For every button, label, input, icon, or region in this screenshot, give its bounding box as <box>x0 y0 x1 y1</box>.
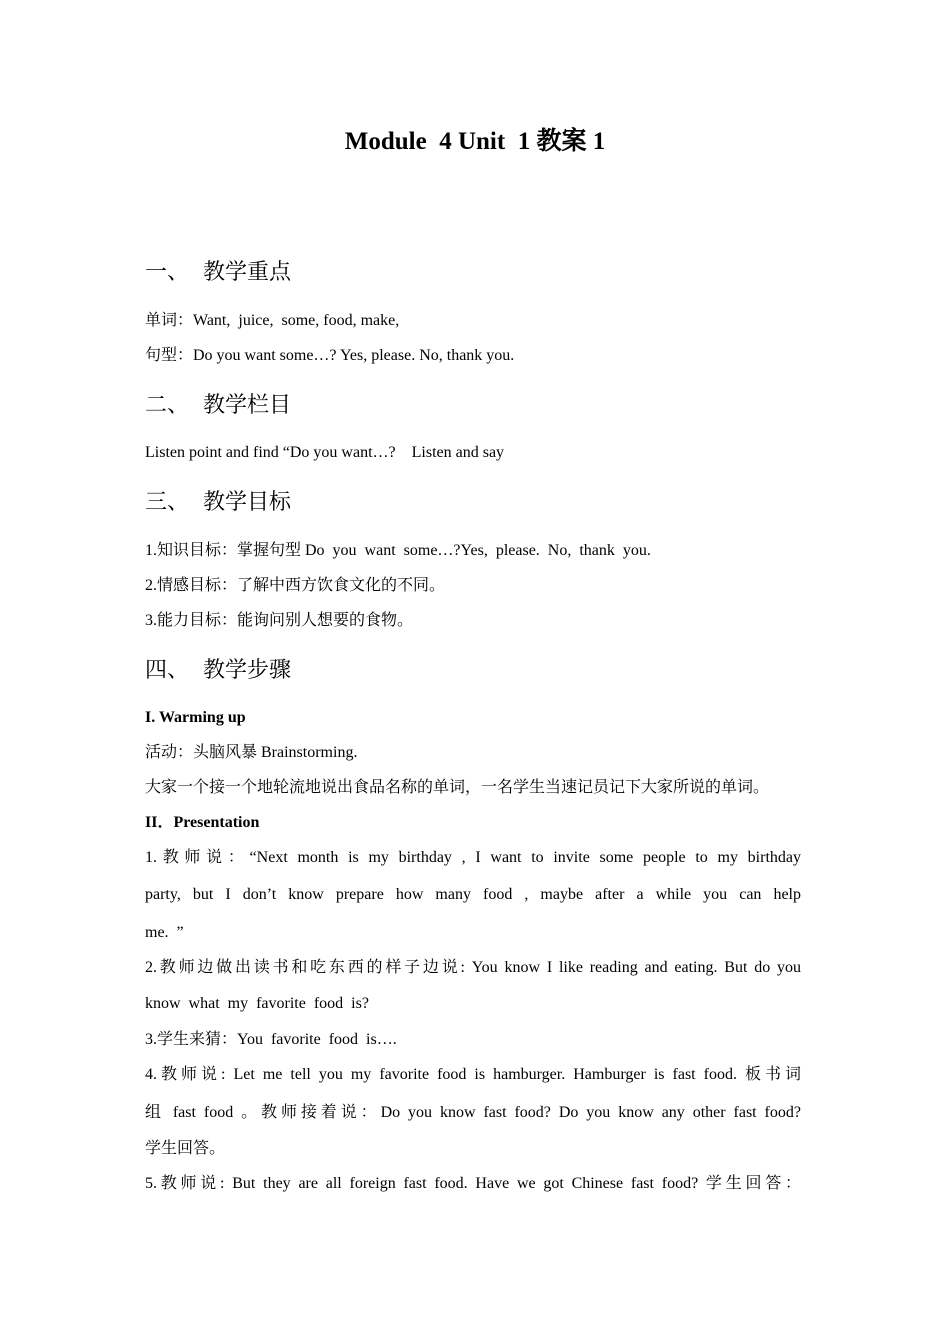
goal-item: 3.能力目标：能询问别人想要的食物。 <box>145 612 414 629</box>
activity-line: 活动：头脑风暴 Brainstorming. <box>145 744 358 761</box>
activity-description: 大家一个接一个地轮流地说出食品名称的单词，一名学生当速记员记下大家所说的单词。 <box>145 779 770 796</box>
columns-text: Listen point and find “Do you want…? Listen and say <box>145 444 505 461</box>
step-line: 学生回答。 <box>145 1140 226 1157</box>
section-number: 四、 <box>145 657 190 682</box>
step-line: 1.教师说：“Next month is my birthday , I want to invite some people to my birthday <box>145 849 801 866</box>
section-title: 教学重点 <box>203 259 292 284</box>
section-heading-4 <box>145 656 291 684</box>
goal-item: 2.情感目标：了解中西方饮食文化的不同。 <box>145 577 446 594</box>
step-line: 组 fast food 。教师接着说：Do you know fast food? Do you know any other fast food? <box>145 1104 801 1121</box>
section-number: 一、 <box>145 259 190 284</box>
section-number: 三、 <box>145 489 190 514</box>
section-title: 教学目标 <box>203 489 292 514</box>
section-title: 教学步骤 <box>203 657 292 682</box>
presentation-heading: II．Presentation <box>145 814 260 831</box>
step-line: 4.教师说: Let me tell you my favorite food is hamburger. Hamburger is fast food. 板书词 <box>145 1066 801 1083</box>
warmup-heading: I. Warming up <box>145 709 246 726</box>
section-heading-2 <box>145 391 291 419</box>
section-heading-1 <box>145 258 291 286</box>
section-heading-3 <box>145 488 291 516</box>
focus-words: 单词：Want, juice, some, food, make, <box>145 312 400 329</box>
focus-sentence: 句型：Do you want some…? Yes, please. No, thank you. <box>145 347 515 364</box>
goal-item: 1.知识目标：掌握句型 Do you want some…?Yes, please. No, thank you. <box>145 542 651 559</box>
step-line: party, but I don’t know prepare how many food , maybe after a while you can help <box>145 886 801 903</box>
step-line: 5.教师说: But they are all foreign fast food. Have we got Chinese fast food? 学生回答： <box>145 1175 801 1192</box>
step-line: 3.学生来猜：You favorite food is…. <box>145 1031 397 1048</box>
document-title: Module 4 Unit 1 教案 1 <box>344 128 606 155</box>
step-line: 2.教师边做出读书和吃东西的样子边说: You know I like reading and eating. But do you <box>145 959 801 976</box>
step-line: me. ” <box>145 924 184 941</box>
step-line: know what my favorite food is? <box>145 995 369 1012</box>
section-number: 二、 <box>145 392 190 417</box>
section-title: 教学栏目 <box>203 392 292 417</box>
